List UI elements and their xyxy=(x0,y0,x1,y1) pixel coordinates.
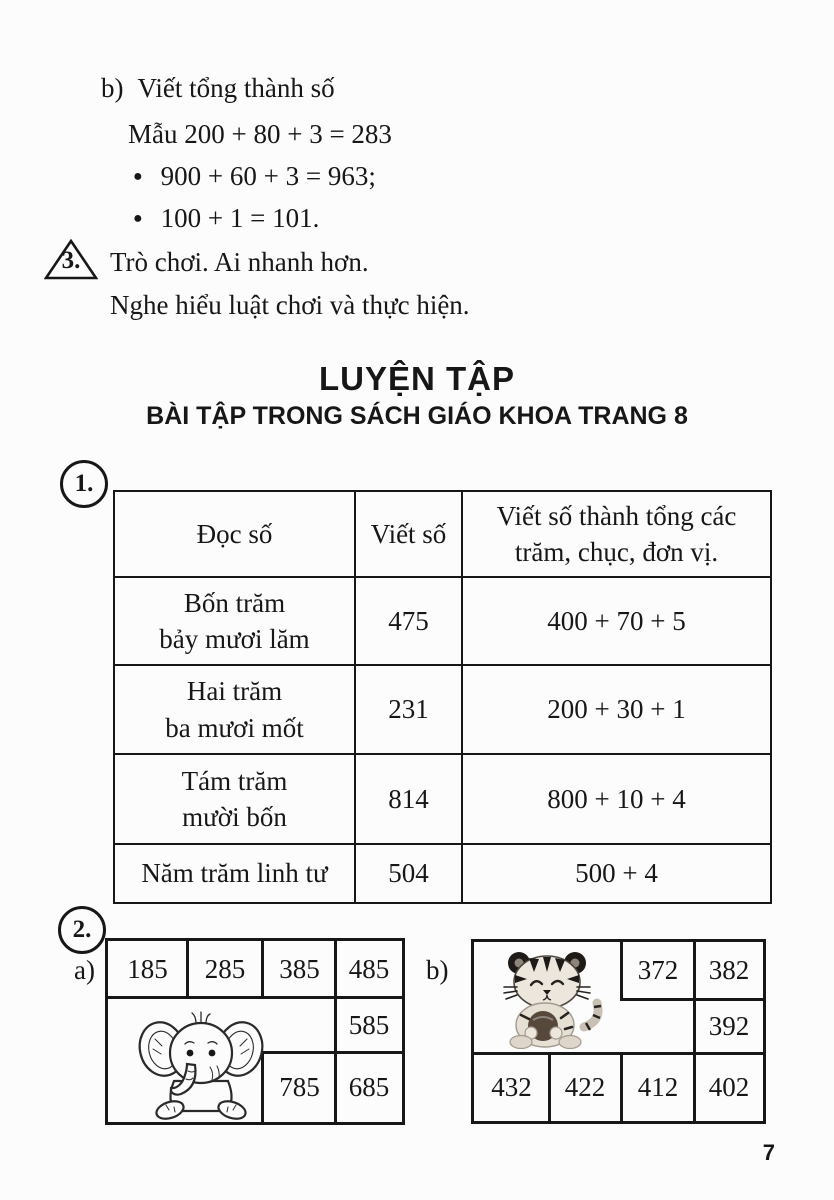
exercise3-title: Trò chơi. Ai nhanh hơn. xyxy=(110,247,369,277)
page-number: 7 xyxy=(762,1140,775,1165)
cell-doc-so: Bốn trăm bảy mươi lăm xyxy=(114,577,355,665)
header-doc-so: Đọc số xyxy=(114,491,355,577)
bullet-text-2: 100 + 1 = 101. xyxy=(160,203,320,233)
cell-doc-so: Hai trăm ba mươi mốt xyxy=(114,665,355,754)
tiger-image xyxy=(486,947,618,1049)
grid-line xyxy=(620,1053,623,1121)
grid-cell: 422 xyxy=(564,1071,606,1102)
table-header-row xyxy=(114,491,771,577)
grid-b-label: b) xyxy=(426,955,449,985)
number-grid-b xyxy=(471,939,766,1124)
grid-cell: 685 xyxy=(348,1072,390,1102)
table-row xyxy=(114,665,771,754)
cell-doc-so: Năm trăm linh tư xyxy=(114,844,355,903)
cell-viet-so: 814 xyxy=(355,754,462,844)
grid-cell: 412 xyxy=(637,1071,679,1102)
exercise1-table xyxy=(113,490,772,904)
exercise2-badge: 2. xyxy=(58,906,106,954)
grid-a-label: a) xyxy=(74,955,95,985)
grid-line xyxy=(548,1053,551,1121)
exercise3-number: 3. xyxy=(61,247,81,274)
part-b-title: Viết tổng thành số xyxy=(137,73,335,103)
table-row xyxy=(114,577,771,665)
grid-line xyxy=(474,1052,763,1055)
cell-tong: 200 + 30 + 1 xyxy=(462,665,771,754)
exercise1-badge: 1. xyxy=(60,460,108,508)
grid-line xyxy=(334,941,337,1122)
grid-cell: 485 xyxy=(348,953,390,984)
header-tong: Viết số thành tổng các trăm, chục, đơn vị. xyxy=(462,491,771,577)
grid-cell: 785 xyxy=(279,1072,320,1102)
exercise3-triangle-badge xyxy=(44,239,98,281)
grid-cell: 382 xyxy=(708,955,750,985)
grid-line xyxy=(620,942,623,999)
grid-cell: 372 xyxy=(637,955,679,985)
cell-viet-so: 504 xyxy=(355,844,462,903)
exercise3-subtitle: Nghe hiểu luật chơi và thực hiện. xyxy=(110,290,470,320)
table-row xyxy=(114,754,771,844)
grid-cell: 585 xyxy=(348,1009,390,1040)
grid-cell: 285 xyxy=(204,953,246,984)
grid-cell: 432 xyxy=(491,1071,532,1102)
part-b-line xyxy=(101,72,335,106)
bullet-icon: ● xyxy=(133,209,143,227)
part-b-label: b) xyxy=(101,73,124,103)
number-grid-a xyxy=(105,938,405,1125)
header-viet-so: Viết số xyxy=(355,491,462,577)
cell-doc-so: Tám trăm mười bốn xyxy=(114,754,355,844)
cell-tong: 500 + 4 xyxy=(462,844,771,903)
bullet-line-1 xyxy=(133,160,376,194)
grid-line xyxy=(620,998,763,1001)
bullet-line-2 xyxy=(133,202,319,236)
cell-viet-so: 475 xyxy=(355,577,462,665)
section-subtitle: BÀI TẬP TRONG SÁCH GIÁO KHOA TRANG 8 xyxy=(146,402,688,430)
bullet-icon: ● xyxy=(133,167,143,185)
grid-cell: 385 xyxy=(279,953,320,984)
grid-line xyxy=(186,941,189,997)
grid-line xyxy=(261,1051,402,1054)
grid-line xyxy=(693,942,696,1121)
bullet-text-1: 900 + 60 + 3 = 963; xyxy=(160,161,376,191)
grid-line xyxy=(261,941,264,997)
cell-viet-so: 231 xyxy=(355,665,462,754)
elephant-image xyxy=(130,1009,272,1121)
cell-tong: 800 + 10 + 4 xyxy=(462,754,771,844)
grid-cell: 185 xyxy=(127,953,168,984)
grid-line xyxy=(108,996,402,999)
grid-cell: 402 xyxy=(708,1071,750,1102)
grid-cell: 392 xyxy=(708,1010,750,1041)
section-title: LUYỆN TẬP xyxy=(318,360,515,397)
table-row xyxy=(114,844,771,903)
cell-tong: 400 + 70 + 5 xyxy=(462,577,771,665)
example-line: Mẫu 200 + 80 + 3 = 283 xyxy=(128,119,392,149)
